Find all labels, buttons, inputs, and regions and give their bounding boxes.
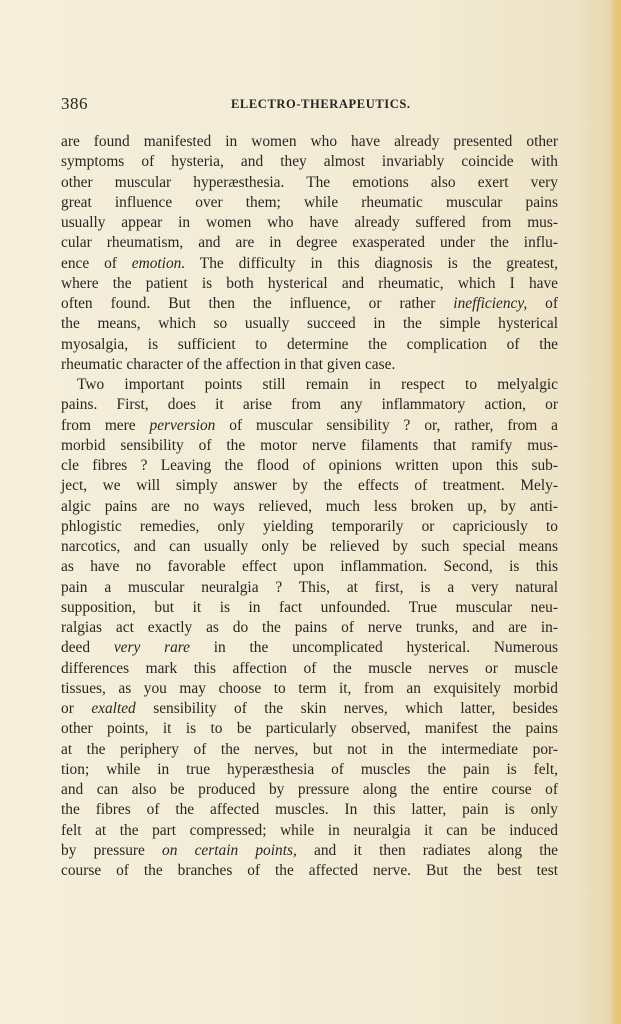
text-line bbox=[61, 193, 558, 213]
text-line bbox=[61, 719, 558, 739]
text-run: sensibility of the skin nerves, which latter, besides bbox=[135, 700, 558, 717]
text-run: Two important points still remain in respect to melyalgic bbox=[77, 376, 558, 393]
italic-text: very rare bbox=[113, 639, 191, 657]
text-run: by pressure bbox=[61, 841, 163, 859]
text-run: tissues, as you may choose to term it, from an exquisitely morbid bbox=[61, 679, 558, 697]
text-line bbox=[61, 436, 558, 456]
page-header bbox=[61, 94, 551, 116]
text-line bbox=[61, 395, 558, 415]
text-line bbox=[61, 254, 558, 274]
text-run: pains. First, does it arise from any inflammatory action, or bbox=[61, 396, 558, 414]
text-run: algic pains are no ways relieved, much less broken up, by anti- bbox=[61, 497, 558, 515]
text-line bbox=[61, 375, 558, 395]
text-run: felt at the part compressed; while in neuralgia it can be induced bbox=[61, 821, 558, 839]
italic-text: emotion. bbox=[131, 254, 186, 272]
text-line bbox=[61, 497, 558, 517]
text-run: are found manifested in women who have already presented other bbox=[61, 133, 558, 150]
running-head: ELECTRO-THERAPEUTICS. bbox=[231, 97, 411, 111]
italic-text: perversion bbox=[149, 416, 216, 434]
text-line bbox=[61, 476, 558, 496]
text-run: or bbox=[61, 700, 92, 717]
text-run: great influence over them; while rheumatic muscular pains bbox=[61, 193, 558, 211]
text-line bbox=[61, 800, 558, 820]
text-run: rheumatic character of the affection in that given case. bbox=[61, 355, 396, 373]
text-line bbox=[61, 537, 558, 557]
text-run: from mere bbox=[61, 416, 150, 434]
text-run: of bbox=[527, 295, 558, 312]
text-run: cular rheumatism, and are in degree exasperated under the influ- bbox=[61, 234, 558, 252]
text-run: of muscular sensibility ? or, rather, from a bbox=[215, 416, 558, 434]
text-line bbox=[61, 638, 558, 658]
text-run: where the patient is both hysterical and rheumatic, which I have bbox=[61, 274, 558, 292]
text-run: in the uncomplicated hysterical. Numerous bbox=[190, 639, 559, 657]
text-run: course of the branches of the affected nerve. But the best test bbox=[61, 862, 558, 879]
text-run: and it then radiates along the bbox=[296, 841, 559, 859]
body-text bbox=[61, 132, 558, 881]
text-line bbox=[61, 517, 558, 537]
text-run: morbid sensibility of the motor nerve filaments that ramify mus- bbox=[61, 436, 558, 454]
text-line bbox=[61, 274, 558, 294]
page-number: 386 bbox=[61, 94, 88, 113]
text-run: usually appear in women who have already suffered from mus- bbox=[61, 214, 558, 231]
text-line bbox=[61, 132, 558, 152]
text-line bbox=[61, 780, 558, 800]
text-run: differences mark this affection of the muscle nerves or muscle bbox=[61, 659, 558, 677]
text-line bbox=[61, 841, 558, 861]
text-run: pain a muscular neuralgia ? This, at first, is a very natural bbox=[61, 578, 558, 596]
italic-text: on certain points, bbox=[162, 841, 297, 859]
text-line bbox=[61, 335, 558, 355]
text-run: myosalgia, is sufficient to determine the complication of the bbox=[61, 335, 558, 353]
text-run: The difficulty in this diagnosis is the greatest, bbox=[185, 254, 558, 272]
text-line bbox=[61, 456, 558, 476]
text-run: and can also be produced by pressure along the entire course of bbox=[61, 781, 558, 798]
text-run: other points, it is to be particularly observed, manifest the pains bbox=[61, 720, 558, 738]
text-run: other muscular hyperæsthesia. The emotions also exert very bbox=[61, 173, 558, 191]
text-run: at the periphery of the nerves, but not in the intermediate por- bbox=[61, 740, 558, 758]
text-run: symptoms of hysteria, and they almost invariably coincide with bbox=[61, 153, 558, 171]
text-line bbox=[61, 233, 558, 253]
italic-text: exalted bbox=[91, 700, 136, 717]
text-run: cle fibres ? Leaving the flood of opinions written upon this sub- bbox=[61, 457, 558, 474]
text-run: the means, which so usually succeed in the simple hysterical bbox=[61, 315, 558, 333]
text-line bbox=[61, 679, 558, 699]
text-line bbox=[61, 598, 558, 618]
text-line bbox=[61, 416, 558, 436]
text-line bbox=[61, 355, 558, 375]
text-line bbox=[61, 659, 558, 679]
page-edge-shading bbox=[609, 0, 621, 1024]
text-line bbox=[61, 152, 558, 172]
text-run: often found. But then the influence, or rather bbox=[61, 295, 454, 312]
text-run: narcotics, and can usually only be relieved by such special means bbox=[61, 538, 558, 555]
text-run: as have no favorable effect upon inflammation. Second, is this bbox=[61, 558, 558, 576]
text-line bbox=[61, 699, 558, 719]
text-line bbox=[61, 861, 558, 881]
text-line bbox=[61, 578, 558, 598]
text-line bbox=[61, 760, 558, 780]
text-line bbox=[61, 173, 558, 193]
text-line bbox=[61, 618, 558, 638]
text-line bbox=[61, 294, 558, 314]
text-run: phlogistic remedies, only yielding temporarily or capriciously to bbox=[61, 517, 558, 535]
text-run: ence of bbox=[61, 254, 132, 272]
text-run: ject, we will simply answer by the effects of treatment. Mely- bbox=[61, 477, 558, 495]
text-run: supposition, but it is in fact unfounded. True muscular neu- bbox=[61, 598, 558, 616]
text-line bbox=[61, 557, 558, 577]
text-run: ralgias act exactly as do the pains of nerve trunks, and are in- bbox=[61, 619, 558, 636]
italic-text: inefficiency, bbox=[453, 295, 528, 312]
text-run: deed bbox=[61, 639, 114, 657]
text-run: the fibres of the affected muscles. In this latter, pain is only bbox=[61, 801, 558, 819]
text-line bbox=[61, 314, 558, 334]
text-line bbox=[61, 213, 558, 233]
text-line bbox=[61, 821, 558, 841]
text-line bbox=[61, 740, 558, 760]
text-run: tion; while in true hyperæsthesia of muscles the pain is felt, bbox=[61, 760, 558, 778]
